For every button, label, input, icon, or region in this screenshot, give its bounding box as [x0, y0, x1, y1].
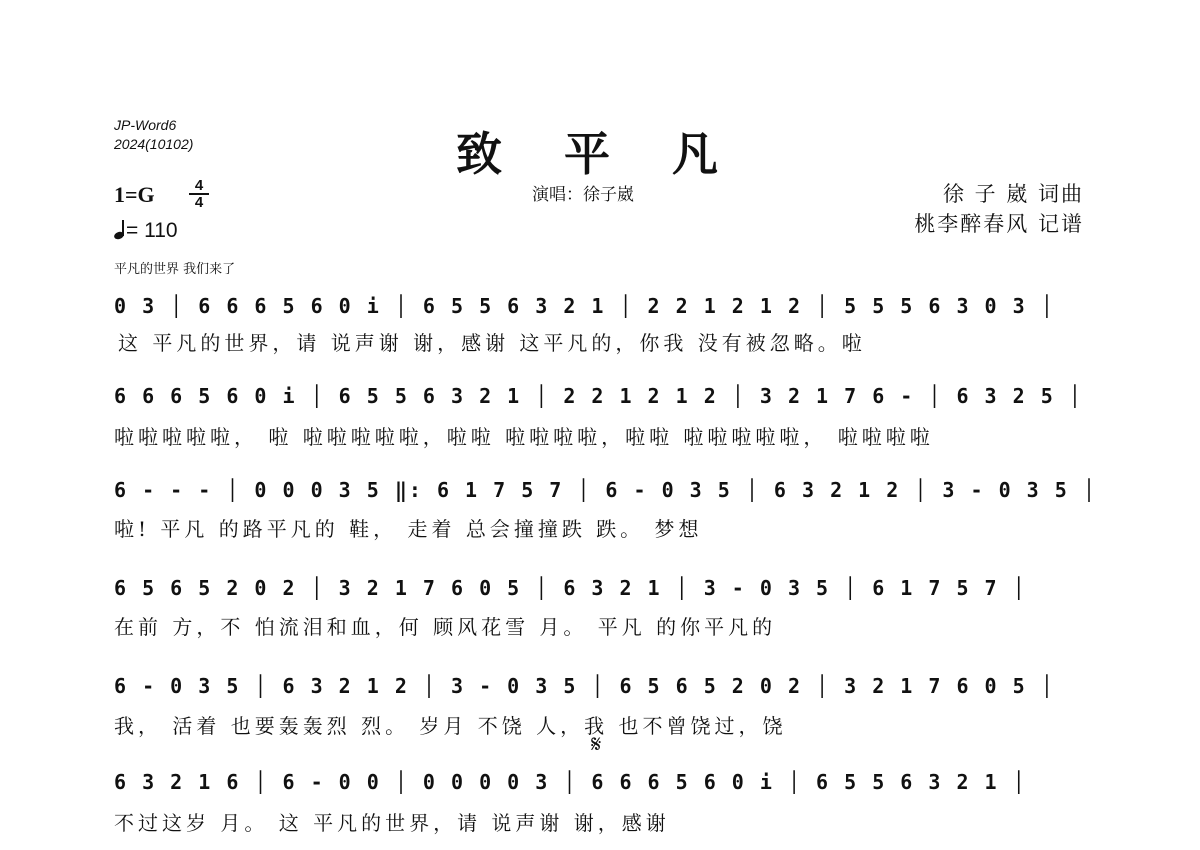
- tempo-marking: [114, 219, 178, 243]
- lyric-line-3: 啦! 平凡 的路平凡的 鞋， 走着 总会撞撞跌 跌。 梦想: [114, 517, 703, 541]
- notation-line-5: 6 - 0 3 5 │ 6 3 2 1 2 │ 3 - 0 3 5 │ 6 5 6 5 2 0 2 │ 3 2 1 7 6 0 5 │: [114, 674, 1055, 698]
- lyric-line-6: 不过这岁 月。 这 平凡的世界，请 说声谢 谢，感谢: [114, 811, 670, 835]
- quarter-note-icon: [114, 220, 126, 240]
- time-signature-top: 4: [189, 178, 209, 195]
- tempo-value: = 110: [126, 219, 178, 242]
- key-signature: 1=G: [114, 182, 155, 207]
- singer-credit: 演唱：徐子崴: [532, 185, 634, 205]
- segno-icon: 𝄋: [591, 730, 602, 758]
- intro-hint: 平凡的世界 我们来了: [114, 262, 236, 277]
- song-title: 致平凡: [456, 127, 780, 181]
- lyric-line-5: 我， 活着 也要轰轰烈 烈。 岁月 不饶 人，我 也不曾饶过，饶: [114, 714, 787, 738]
- lyric-line-2: 啦啦啦啦啦， 啦 啦啦啦啦啦，啦啦 啦啦啦啦，啦啦 啦啦啦啦啦， 啦啦啦啦: [114, 425, 934, 449]
- transcriber-credit: 桃李醉春风 记谱: [914, 212, 1084, 236]
- composer-credit: 徐 子 崴 词曲: [942, 182, 1084, 206]
- lyric-line-4: 在前 方，不 怕流泪和血，何 顾风花雪 月。 平凡 的你平凡的: [114, 615, 777, 639]
- software-version: 2024(10102): [114, 136, 194, 152]
- notation-line-6: 6 3 2 1 6 │ 6 - 0 0 │ 0 0 0 0 3 │ 6 6 6 5 6 0 i │ 6 5 5 6 3 2 1 │: [114, 770, 1027, 794]
- notation-line-3: 6 - - - │ 0 0 0 3 5 ‖: 6 1 7 5 7 │ 6 - 0 3 5 │ 6 3 2 1 2 │ 3 - 0 3 5 │: [114, 478, 1097, 502]
- notation-line-4: 6 5 6 5 2 0 2 │ 3 2 1 7 6 0 5 │ 6 3 2 1 │ 3 - 0 3 5 │ 6 1 7 5 7 │: [114, 576, 1027, 600]
- lyric-line-1: 这 平凡的世界，请 说声谢 谢，感谢 这平凡的，你我 没有被忽略。啦: [118, 331, 866, 355]
- notation-line-1: 0 3 │ 6 6 6 5 6 0 i │ 6 5 5 6 3 2 1 │ 2 2 1 2 1 2 │ 5 5 5 6 3 0 3 │: [114, 294, 1055, 318]
- software-name: JP-Word6: [114, 117, 177, 133]
- notation-line-2: 6 6 6 5 6 0 i │ 6 5 5 6 3 2 1 │ 2 2 1 2 1 2 │ 3 2 1 7 6 - │ 6 3 2 5 │: [114, 384, 1083, 408]
- time-signature-bottom: 4: [194, 194, 204, 211]
- time-signature: [189, 178, 209, 210]
